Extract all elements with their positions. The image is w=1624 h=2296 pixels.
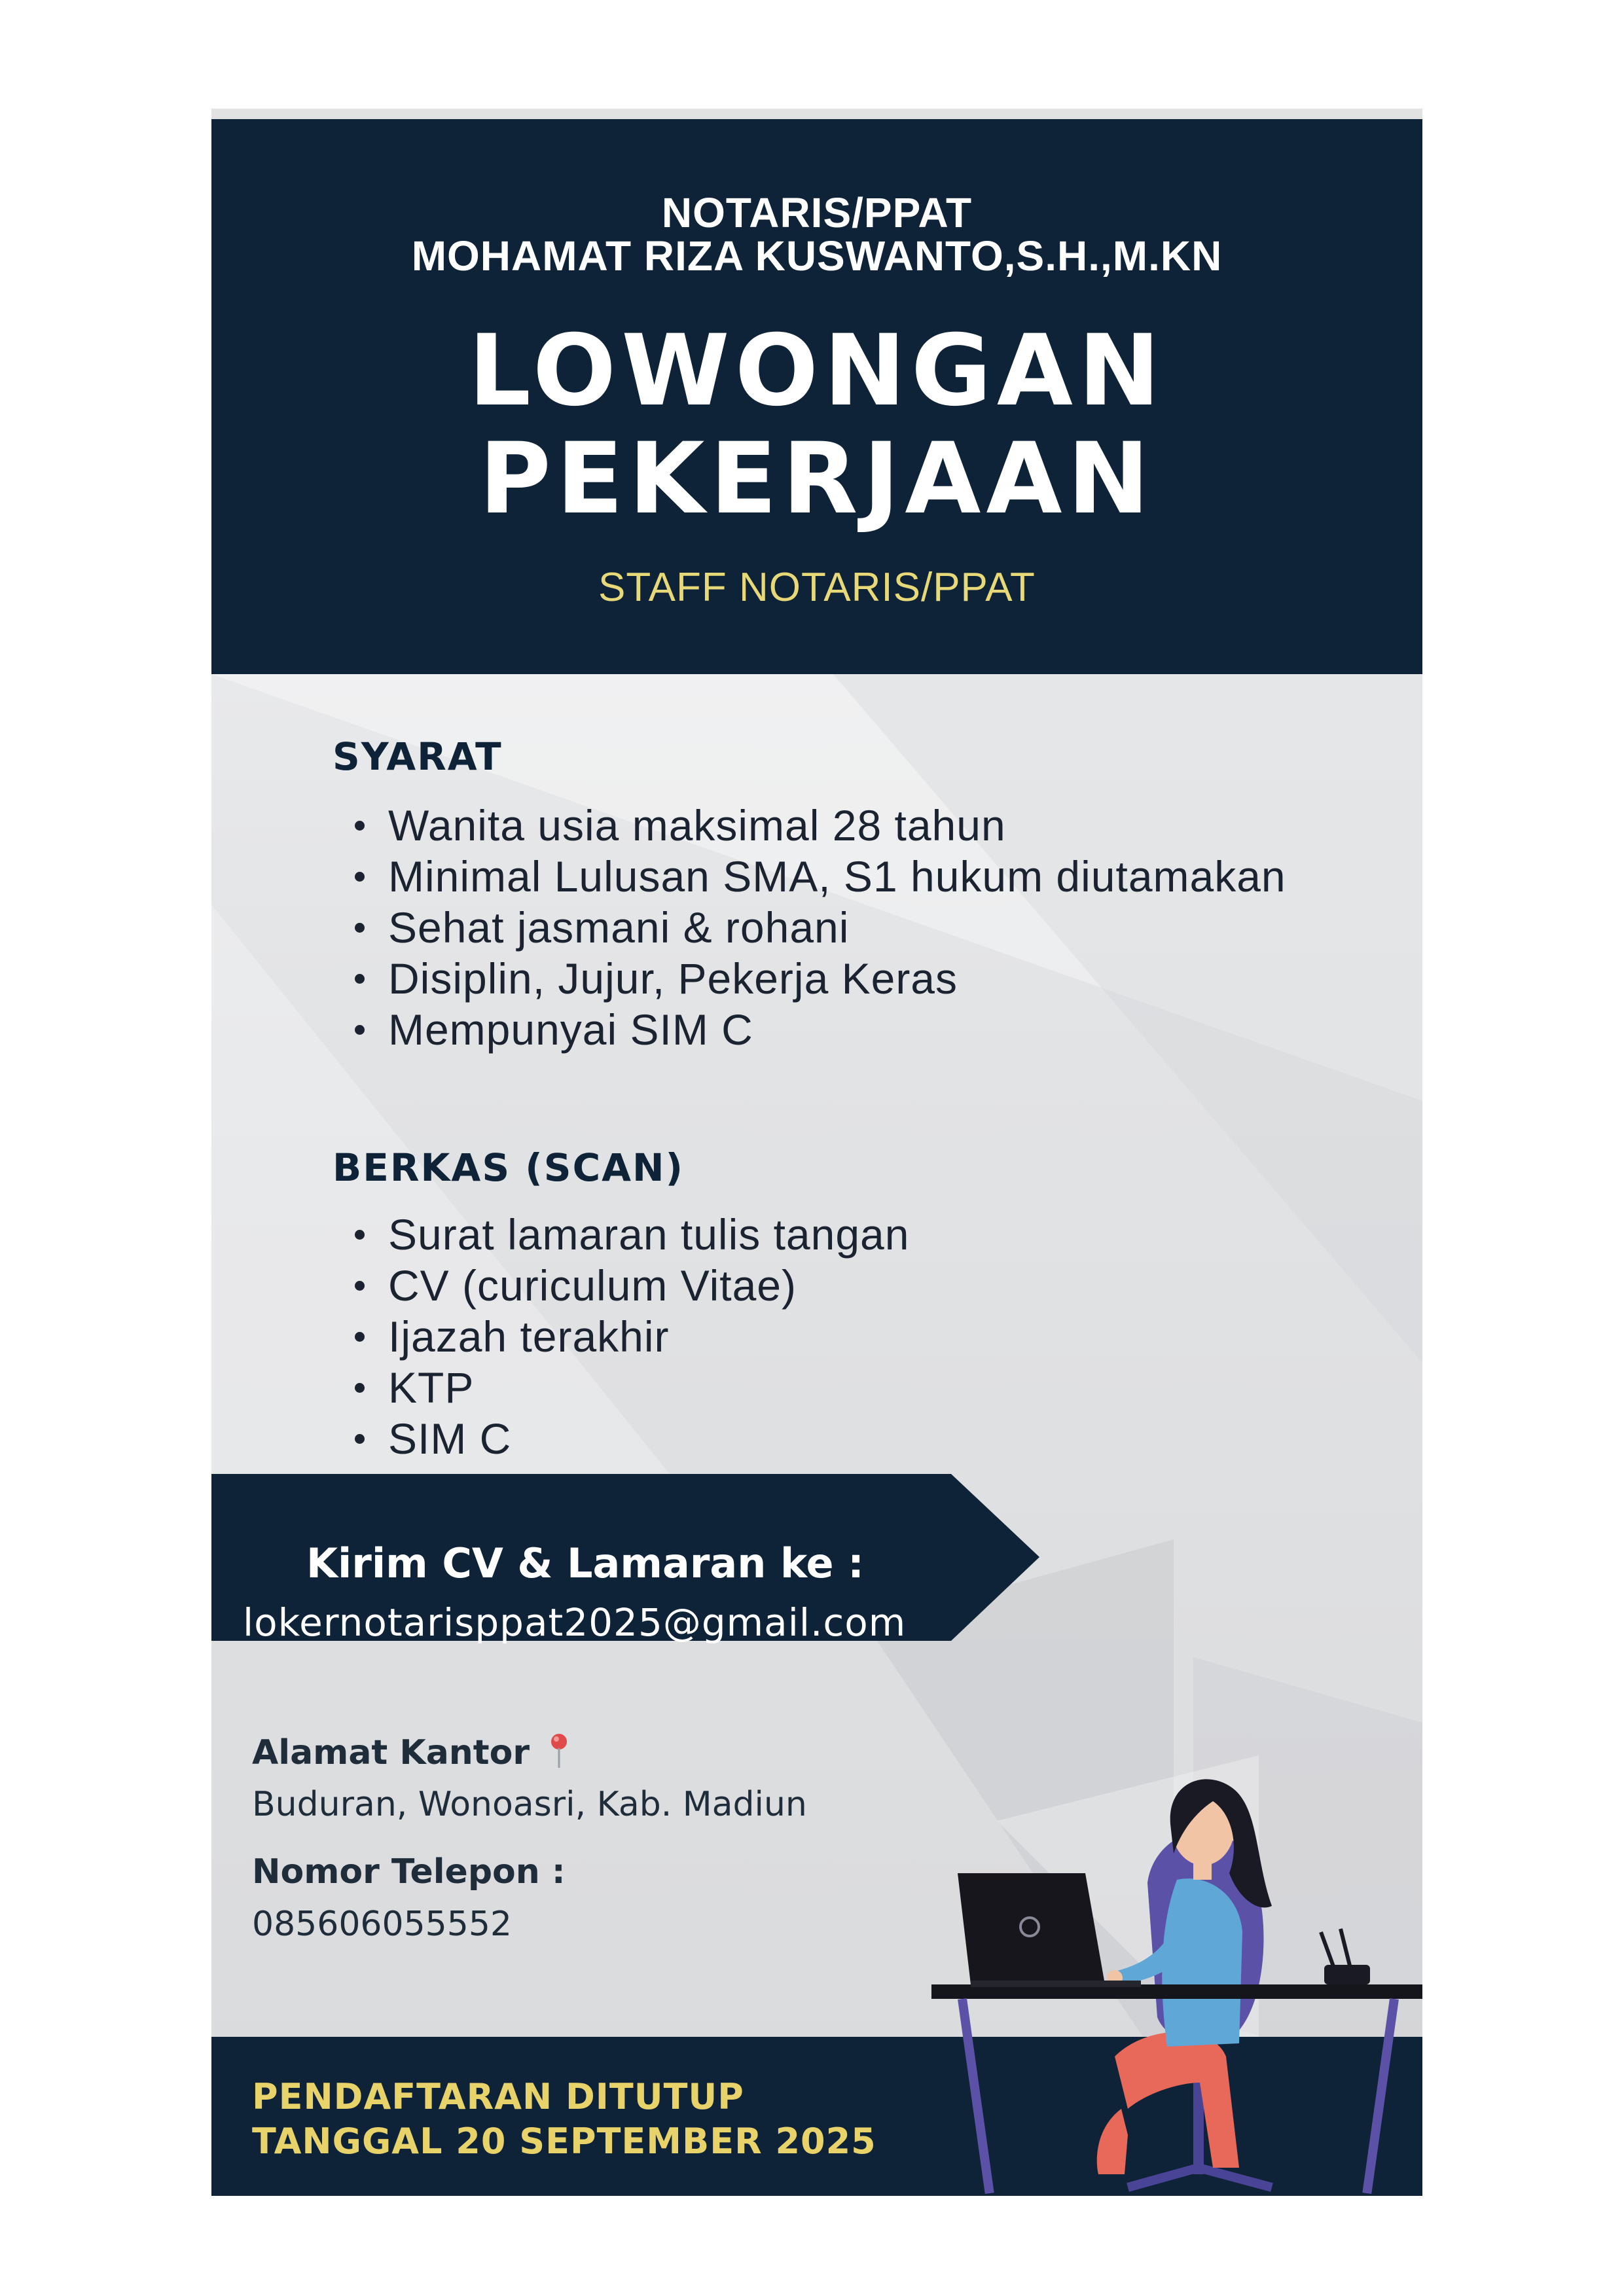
position-title: STAFF NOTARIS/PPAT: [598, 565, 1036, 610]
send-instruction: Kirim CV & Lamaran ke :: [306, 1539, 864, 1587]
documents-list: [333, 1209, 1314, 1515]
closing-notice-line-2: TANGGAL 20 SEPTEMBER 2025: [252, 2121, 876, 2162]
list-item: KTP: [333, 1362, 1314, 1413]
address-label-text: Alamat Kantor: [252, 1733, 530, 1772]
headline-line-2: PEKERJAAN: [478, 422, 1155, 536]
list-item: SIM C: [333, 1413, 1314, 1464]
list-item: Wanita usia maksimal 28 tahun: [333, 800, 1314, 851]
documents-heading: BERKAS (SCAN): [333, 1145, 685, 1190]
list-item: CV (curiculum Vitae): [333, 1260, 1314, 1311]
email-address[interactable]: lokernotarisppat2025@gmail.com: [243, 1600, 907, 1645]
list-item: Surat lamaran tulis tangan: [333, 1209, 1314, 1260]
notary-name: MOHAMAT RIZA KUSWANTO,S.H.,M.KN: [411, 232, 1223, 279]
list-item: Mempunyai SIM C: [333, 1004, 1314, 1055]
list-item: Disiplin, Jujur, Pekerja Keras: [333, 953, 1314, 1004]
office-type: NOTARIS/PPAT: [661, 189, 973, 236]
map-pin-icon: [548, 1732, 570, 1769]
list-item: Ijazah terakhir: [333, 1311, 1314, 1362]
requirements-heading: SYARAT: [333, 734, 503, 779]
closing-notice-line-1: PENDAFTARAN DITUTUP: [252, 2076, 744, 2117]
phone-number[interactable]: 085606055552: [252, 1905, 513, 1944]
headline-line-1: LOWONGAN: [468, 314, 1166, 428]
requirements-list: [333, 800, 1314, 1055]
list-item: Minimal Lulusan SMA, S1 hukum diutamakan: [333, 851, 1314, 902]
address-value: Buduran, Wonoasri, Kab. Madiun: [252, 1785, 807, 1824]
phone-label: Nomor Telepon :: [252, 1852, 566, 1892]
address-label: [252, 1732, 570, 1772]
top-edge-strip: [211, 109, 1422, 119]
job-poster: [211, 119, 1422, 2196]
woman-at-laptop-illustration: [931, 1716, 1422, 2196]
list-item: Sehat jasmani & rohani: [333, 902, 1314, 953]
